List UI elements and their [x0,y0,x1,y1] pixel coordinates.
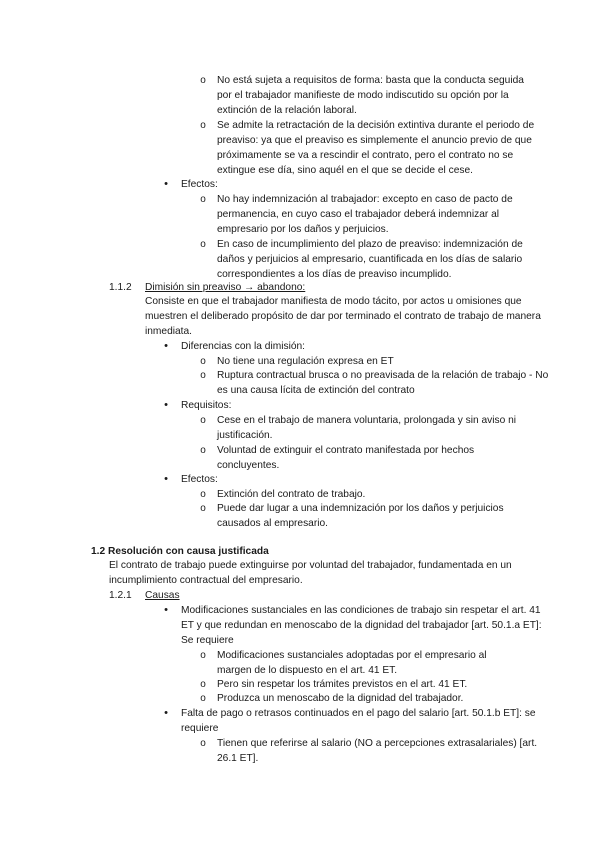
disc-bullet-icon: • [164,604,168,616]
diferencias-label [181,339,305,354]
heading-text: 1.2 Resolución con causa justificada [91,546,269,557]
sub-item-no-indemnizacion [217,192,534,237]
circle-bullet-icon: o [200,445,206,456]
circle-bullet-icon: o [200,679,206,690]
circle-bullet-icon: o [200,194,206,205]
sub-item-sin-tramites [217,677,547,692]
title-text: Dimisión sin preaviso → abandono: [145,282,306,293]
sub-item-text: Tienen que referirse al salario (NO a percepciones extrasalariales) [art. 26.1 ET]. [217,738,538,764]
efectos-label-1-1-2 [181,472,218,487]
section-intro-1-2 [109,558,549,588]
sub-item-retractacion [217,118,543,178]
sub-item-text: Ruptura contractual brusca o no preavisada de la relación de trabajo - No es una causa lícita de extinción del contrato [217,370,549,396]
sub-item-salario [217,736,547,766]
sub-item-text: Pero sin respetar los trámites previstos en el art. 41 ET. [217,679,468,690]
label-text: Diferencias con la dimisión: [181,341,306,352]
circle-bullet-icon: o [200,489,206,500]
disc-bullet-icon: • [164,707,168,719]
section-title-1-2-1 [145,588,180,603]
sub-item-text: No tiene una regulación expresa en ET [217,356,394,367]
sub-item-text: No hay indemnización al trabajador: excepto en caso de pacto de permanencia, en cuyo caso el trabajador deberá indemnizar al empresario por los daños y perjuicios. [217,194,513,235]
efectos-label [181,177,218,192]
paragraph-text: Consiste en que el trabajador manifiesta de modo tácito, por actos u omisiones que muestren el deliberado propósito de dar por terminado el contrato de trabajo de manera inmediata. [145,296,541,337]
label-text: Efectos: [181,474,218,485]
sub-item-forma [217,73,534,118]
section-heading-1-2 [91,544,269,559]
sub-item-text: No está sujeta a requisitos de forma: basta que la conducta seguida por el trabajador manifieste de modo indiscutido su opción por la extinción de la relación laboral. [217,75,524,116]
number-text: 1.1.2 [109,282,132,293]
requisitos-label [181,398,231,413]
sub-item-text: Produzca un menoscabo de la dignidad del trabajador. [217,693,464,704]
label-text: Requisitos: [181,400,232,411]
sub-item-text: Modificaciones sustanciales adoptadas por el empresario al margen de lo dispuesto en el art. 41 ET. [217,650,487,676]
sub-item-menoscabo [217,691,547,706]
circle-bullet-icon: o [200,120,206,131]
number-text: 1.2.1 [109,590,132,601]
sub-item-regulacion [217,354,547,369]
circle-bullet-icon: o [200,370,206,381]
label-text: Efectos: [181,179,218,190]
circle-bullet-icon: o [200,650,206,661]
sub-item-text: Voluntad de extinguir el contrato manifestada por hechos concluyentes. [217,445,475,471]
circle-bullet-icon: o [200,503,206,514]
circle-bullet-icon: o [200,239,206,250]
causa-modificaciones [181,603,546,648]
list-item-text: Falta de pago o retrasos continuados en el pago del salario [art. 50.1.b ET]: se requiere [181,708,536,734]
sub-item-text: En caso de incumplimiento del plazo de preaviso: indemnización de daños y perjuicios al empresario, cuantificada en los días de salario correspondientes a los días de preaviso incumplido. [217,239,523,280]
sub-item-text: Puede dar lugar a una indemnización por los daños y perjuicios causados al empresario. [217,503,504,529]
section-number-1-1-2 [109,280,132,295]
circle-bullet-icon: o [200,415,206,426]
sub-item-cese [217,413,547,443]
circle-bullet-icon: o [200,75,206,86]
disc-bullet-icon: • [164,178,168,190]
sub-item-ruptura [217,368,551,398]
circle-bullet-icon: o [200,356,206,367]
paragraph-text: El contrato de trabajo puede extinguirse por voluntad del trabajador, fundamentada en un incumplimiento contractual del empresario. [109,560,512,586]
title-text: Causas [145,590,180,601]
sub-item-text: Se admite la retractación de la decisión extintiva durante el periodo de preaviso: ya que el preaviso es simplemente el anuncio previo de que próximamente se va a rescindir el contrato, pero el contrato no se extingue ese día, sino aquél en el que se decide el cese. [217,120,535,176]
list-item-text: Modificaciones sustanciales en las condiciones de trabajo sin respetar el art. 41 ET y que redundan en menoscabo de la dignidad del trabajador [art. 50.1.a ET]: Se requiere [181,605,542,646]
sub-item-text: Cese en el trabajo de manera voluntaria, prolongada y sin aviso ni justificación. [217,415,517,441]
circle-bullet-icon: o [200,693,206,704]
section-number-1-2-1 [109,588,132,603]
sub-item-extincion [217,487,547,502]
sub-item-indemnizacion [217,501,517,531]
disc-bullet-icon: • [164,473,168,485]
sub-item-text: Extinción del contrato de trabajo. [217,489,366,500]
disc-bullet-icon: • [164,399,168,411]
sub-item-modificaciones-adoptadas [217,648,517,678]
sub-item-incumplimiento-preaviso [217,237,545,282]
section-intro-1-1-2 [145,294,549,339]
causa-falta-de-pago [181,706,546,736]
circle-bullet-icon: o [200,738,206,749]
disc-bullet-icon: • [164,340,168,352]
sub-item-voluntad [217,443,517,473]
section-title-1-1-2 [145,280,305,295]
